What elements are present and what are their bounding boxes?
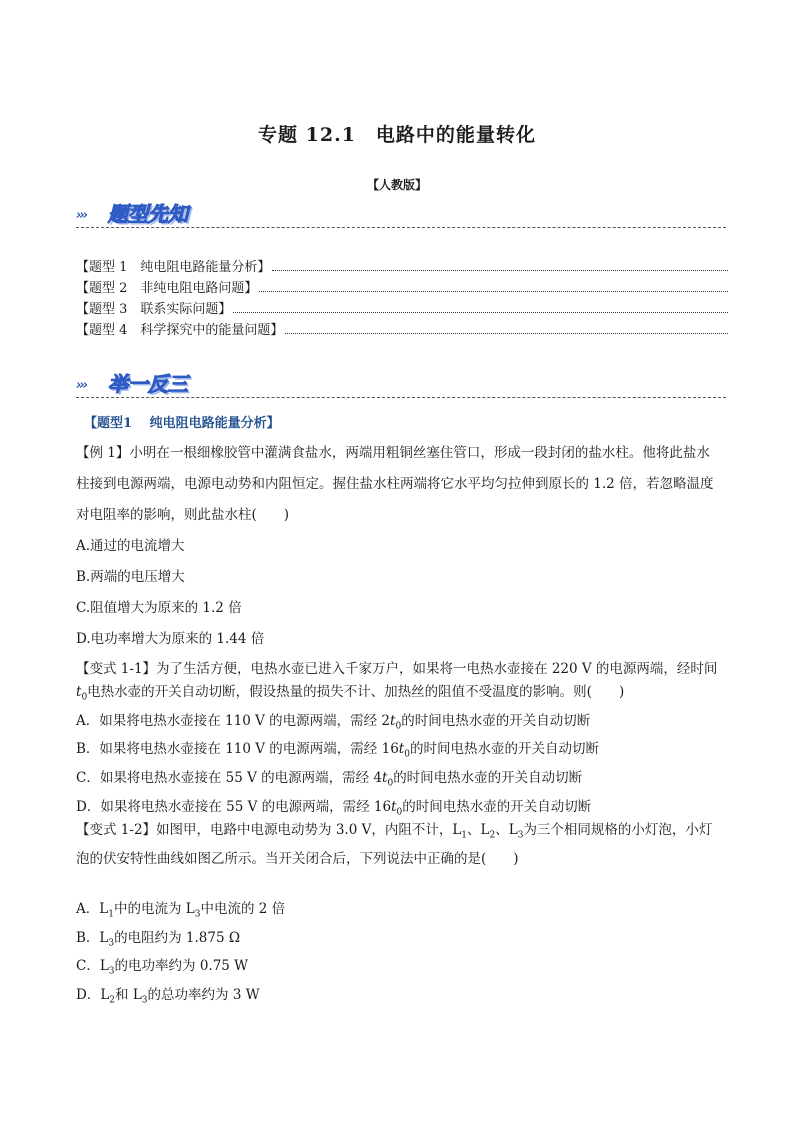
- option-c: [76, 955, 726, 984]
- option-b: [76, 738, 726, 767]
- t-symbol: t: [391, 798, 397, 815]
- text: 和 L: [115, 987, 142, 1004]
- toc-item[interactable]: [76, 275, 728, 296]
- banner-title: 举一反三: [108, 372, 188, 396]
- variant-1-1-text: 电热水壶的开关自动切断，假设热量的损失不计、加热丝的阻值不受温度的影响。则( ): [87, 684, 625, 700]
- option-d: D.电功率增大为原来的 1.44 倍: [76, 631, 265, 647]
- sub-zero: 0: [387, 778, 394, 789]
- variant-1-1-line: [76, 681, 726, 710]
- text: 的电阻约为 1.875 Ω: [114, 929, 241, 946]
- option-c: C.阻值增大为原来的 1.2 倍: [76, 600, 242, 616]
- text: B．L: [76, 929, 109, 946]
- sub: 3: [194, 909, 201, 920]
- toc-item-label: 【题型 2 非纯电阻电路问题】: [76, 277, 259, 296]
- variant-1-2-options: [76, 898, 726, 1013]
- sub-zero: 0: [396, 807, 403, 818]
- t-symbol: t: [398, 741, 405, 758]
- option-text: A．如果将电热水壶接在 110 V 的电源两端，需经 2: [76, 712, 391, 729]
- variant-1-2: [76, 819, 726, 871]
- variant-1-1: [76, 658, 726, 824]
- option-b: B.两端的电压增大: [76, 569, 185, 585]
- option-a: [76, 898, 726, 927]
- sub-zero: 0: [404, 750, 410, 761]
- option-text: 的时间电热水壶的开关自动切断: [401, 712, 591, 729]
- banner-title: 题型先知: [108, 202, 188, 226]
- banner-divider: [76, 227, 726, 228]
- example-1: [76, 438, 726, 655]
- toc-item-label: 【题型 1 纯电阻电路能量分析】: [76, 256, 272, 275]
- text: C．L: [76, 958, 109, 975]
- toc-leader: [285, 333, 728, 334]
- text: 中电流的 2 倍: [200, 901, 286, 917]
- text: D．L: [76, 987, 110, 1004]
- section-heading: 【题型1 纯电阻电路能量分析】: [84, 416, 280, 431]
- sub: 3: [517, 830, 524, 841]
- toc-item[interactable]: [76, 296, 728, 317]
- variant-1-2-line: 泡的伏安特性曲线如图乙所示。当开关闭合后，下列说法中正确的是( ): [76, 850, 519, 867]
- sub: 3: [108, 967, 115, 978]
- toc-item-label: 【题型 3 联系实际问题】: [76, 298, 233, 317]
- banner-arrows-icon: ›››: [76, 378, 87, 393]
- text: 为三个相同规格的小灯泡，小灯: [523, 822, 713, 838]
- table-of-contents: [76, 254, 728, 338]
- banner-type-preview: [76, 198, 726, 228]
- banner-examples: [76, 368, 726, 398]
- text: 的电功率约为 0.75 W: [114, 958, 249, 975]
- edition-label: 【人教版】: [366, 178, 427, 192]
- sub: 2: [489, 830, 496, 841]
- text: 的总功率约为 3 W: [147, 987, 260, 1004]
- t-symbol: t: [390, 712, 396, 729]
- option-text: 的时间电热水壶的开关自动切断: [402, 798, 592, 815]
- toc-leader: [272, 270, 728, 271]
- page-title: 专题 12.1 电路中的能量转化: [258, 124, 536, 146]
- sub: 2: [109, 995, 116, 1006]
- toc-item[interactable]: [76, 317, 728, 338]
- text: 、L: [467, 822, 490, 838]
- option-d: [76, 984, 726, 1013]
- option-a: [76, 710, 726, 739]
- toc-leader: [233, 312, 728, 313]
- text: A．L: [76, 901, 109, 917]
- toc-leader: [259, 291, 728, 292]
- sub-zero: 0: [81, 692, 88, 703]
- option-c: [76, 767, 726, 796]
- text: 中的电流为 L: [113, 901, 195, 917]
- example-1-line: 【例 1】小明在一根细橡胶管中灌满食盐水，两端用粗铜丝塞住管口，形成一段封闭的盐水柱。他将此盐水: [76, 445, 710, 461]
- option-text: B．如果将电热水壶接在 110 V 的电源两端，需经 16: [76, 741, 399, 758]
- option-text: D．如果将电热水壶接在 55 V 的电源两端，需经 16: [76, 798, 392, 815]
- option-a: A.通过的电流增大: [76, 538, 185, 554]
- sub: 3: [108, 938, 115, 949]
- sub: 1: [108, 909, 114, 920]
- sub-zero: 0: [395, 721, 402, 732]
- sub: 1: [461, 830, 468, 841]
- banner-divider: [76, 397, 726, 398]
- example-1-line: 柱接到电源两端，电源电动势和内阻恒定。握住盐水柱两端将它水平均匀拉伸到原长的 1.2 倍，若忽略温度: [76, 476, 714, 492]
- t-symbol: t: [76, 684, 82, 700]
- option-text: C．如果将电热水壶接在 55 V 的电源两端，需经 4: [76, 770, 383, 787]
- toc-item[interactable]: [76, 254, 728, 275]
- sub: 3: [141, 995, 148, 1006]
- text: 【变式 1-2】如图甲，电路中电源电动势为 3.0 V，内阻不计，L: [76, 822, 462, 838]
- banner-arrows-icon: ›››: [76, 208, 87, 223]
- text: 、L: [495, 822, 518, 838]
- option-text: 的时间电热水壶的开关自动切断: [393, 770, 583, 787]
- option-text: 的时间电热水壶的开关自动切断: [409, 741, 599, 758]
- variant-1-2-line: [76, 819, 726, 848]
- t-symbol: t: [382, 770, 388, 787]
- option-b: [76, 927, 726, 956]
- variant-1-1-line: 【变式 1-1】为了生活方便，电热水壶已进入千家万户，如果将一电热水壶接在 220 V 的电源两端，经时间: [76, 661, 718, 677]
- toc-item-label: 【题型 4 科学探究中的能量问题】: [76, 319, 285, 338]
- example-1-line: 对电阻率的影响，则此盐水柱( ): [76, 507, 290, 523]
